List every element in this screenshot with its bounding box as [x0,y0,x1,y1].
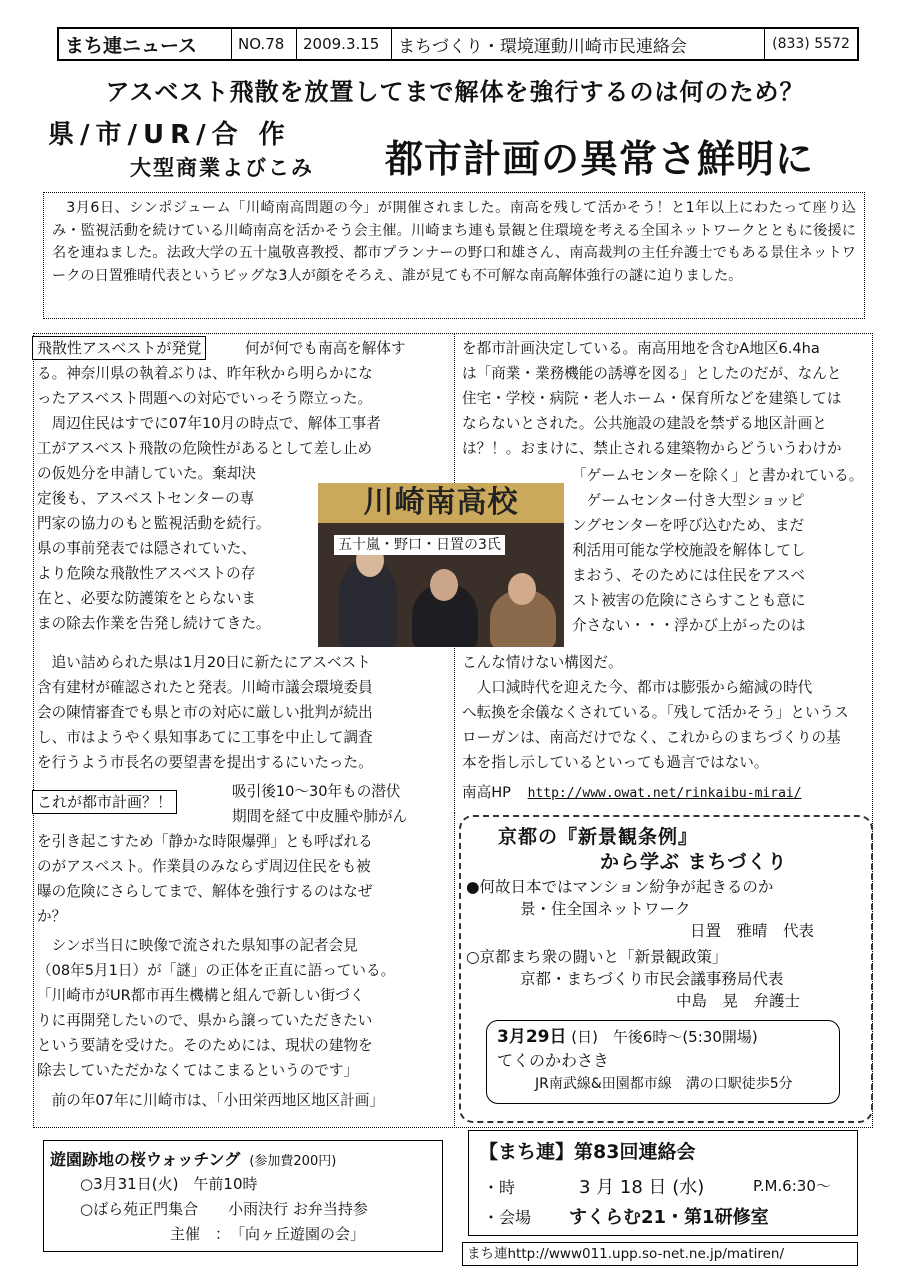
event-date: 3月29日 [497,1027,567,1047]
left-line: （08年5月1日）が「謎」の正体を正直に語っている。 [37,962,396,979]
footer-url[interactable]: まち連http://www011.upp.so-net.ne.jp/matiren/ [462,1242,858,1266]
right-line: へ転換を余儀なくされている。「残して活かそう」というス [462,704,849,721]
watching-title: 遊園跡地の桜ウォッチング [50,1150,241,1169]
kyoto-title: 京都の『新景観条例』 [498,826,699,848]
left-line: か？ [37,908,67,925]
speaker-center-head [430,569,458,601]
right-line: 住宅・学校・病院・老人ホーム・保育所などを建築しては [462,390,842,407]
left-line: 前の年07年に川崎市は、「小田栄西地区地区計画」 [37,1092,384,1109]
event-details [486,1020,840,1104]
talk-2-speaker: 中島 晃 弁護士 [676,992,801,1010]
left-line: 会の陳情審査でも県と市の対応に厳しい批判が続出 [37,704,373,721]
left-line: という要請を受けた。そのためには、現状の建物を [37,1037,373,1054]
talk-1-org: 景・住全国ネットワーク [520,900,691,918]
left-line: シンポ当日に映像で流された県知事の記者会見 [37,937,358,954]
right-line: 人口減時代を迎えた今、都市は膨張から縮減の時代 [462,679,813,696]
event-access: JR南武線&田園都市線 溝の口駅徒歩5分 [535,1076,793,1092]
talk-1-title: ●何故日本ではマンション紛争が起きるのか [466,878,774,896]
right-line: は？！。おまけに、禁止される建築物からどういうわけか [462,440,842,457]
left-line: 定後も、アスベストセンターの専 [37,490,255,507]
left-line: 何が何でも南高を解体す [245,340,406,357]
speaker-right-head [508,573,536,605]
right-line: ングセンターを呼び込むため、まだ [572,517,805,534]
talk-1-speaker: 日置 雅晴 代表 [690,922,815,940]
right-line: ならないとされた。公共施設の建設を禁ずる地区計画と [462,415,827,432]
kyoto-subtitle: から学ぶ まちづくり [600,851,788,873]
right-line: 「ゲームセンターを除く」と書かれている。 [572,467,864,484]
issue-date: 2009.3.15 [297,29,392,59]
left-line: のがアスベスト。作業員のみならず周辺住民をも被 [37,858,371,875]
section-label-asbestos: 飛散性アスベストが発覚 [32,336,206,360]
main-title: 都市計画の異常さ鮮明に [385,137,815,181]
symposium-photo [318,483,564,647]
lead-paragraph: 3月6日、シンポジューム「川崎南高問題の今」が開催されました。南高を残して活かそう！と1年以上にわたって座り込み・監視活動を続けている川崎南高を活かそう会主催。川崎まち連も景観と住環境を考える全国ネットワークとともに後援に名を連ねました。法政大学の五十嵐敬喜教授、都市プランナーの野口和雄さん、南高裁判の主任弁護士でもある景住ネットワークの日置雅晴代表というビッグな3人が顔をそろえ、誰が見ても不可解な南高解体強行の謎に迫りました。 [43,192,865,319]
event-day: (日) [571,1028,598,1046]
meeting-venue-label: ・会場 [483,1208,532,1227]
meeting-date: 3 月 18 日 (水) [579,1177,705,1198]
left-line: 門家の協力のもと監視活動を続行。 [37,515,271,532]
left-line: りに再開発したいので、県から譲っていただきたい [37,1012,373,1029]
liaison-meeting-box [468,1130,858,1236]
watching-fee: (参加費200円) [249,1154,337,1169]
left-line: 工がアスベスト飛散の危険性があるとして差し止め [37,440,373,457]
left-line: 追い詰められた県は1月20日に新たにアスベスト [37,654,371,671]
right-line: 本を指し示しているといっても過言ではない。 [462,754,769,771]
left-line: 曝の危険にさらしてまで、解体を強行するのはなぜ [37,883,373,900]
right-line: スト被害の危険にさらすことも意に [572,592,806,609]
right-line: は「商業・業務機能の誘導を図る」としたのだが、なんと [462,365,842,382]
event-time: 午後6時～(5:30開場) [612,1028,758,1046]
organization-name: まちづくり・環境運動川崎市民連絡会 [392,29,765,59]
cherry-watching-box [43,1140,443,1252]
title-left-sub: 大型商業よびこみ [130,156,314,180]
left-line: 在と、必要な防護策をとらないま [37,590,256,607]
watching-meeting-point: ○ばら苑正門集合 小雨決行 お弁当持参 [80,1200,368,1218]
newsletter-name: まち連ニュース [59,29,232,59]
homepage-label: 南高HP [462,784,511,801]
left-line: し、市はようやく県知事あてに工事を中止して調査 [37,729,373,746]
section-label-city-planning: これが都市計画？！ [32,790,177,814]
watching-host: 主催 ： 「向ヶ丘遊園の会」 [170,1225,366,1243]
photo-banner: 川崎南高校 [318,483,564,523]
meeting-time-label: ・時 [483,1178,516,1197]
masthead [57,27,859,61]
headline: アスベスト飛散を放置してまで解体を強行するのは何のため？ [105,78,805,106]
watching-date: ○3月31日(火) 午前10時 [80,1175,258,1193]
left-line: の仮処分を申請していた。棄却決 [37,465,256,482]
left-line: 除去していただかなくてはこまるというのです」 [37,1062,359,1079]
left-line: る。神奈川県の執着ぶりは、昨年秋から明らかにな [37,365,373,382]
left-line: ったアスベスト問題への対応でいっそう際立った。 [37,390,373,407]
event-venue: てくのかわさき [497,1051,610,1070]
left-line: 県の事前発表では隠されていた、 [37,540,256,557]
title-left: 県/市/UR/合 作 [48,120,291,150]
right-line: を都市計画決定している。南高用地を含むA地区6.4ha [462,340,820,357]
left-line: 含有建材が確認されたと発表。川崎市議会環境委員 [37,679,373,696]
talk-2-org: 京都・まちづくり市民会議事務局代表 [520,970,784,988]
right-line: 介さない・・・浮かび上がったのは [572,617,806,634]
school-homepage [462,780,867,806]
left-line: 期間を経て中皮腫や肺がん [232,808,408,825]
left-line: より危険な飛散性アスベストの存 [37,565,256,582]
meeting-time: P.M.6:30～ [753,1177,831,1195]
left-line: 「川崎市がUR都市再生機構と組んで新しい街づく [37,987,365,1004]
right-line: 利活用可能な学校施設を解体してし [572,542,806,559]
right-line: ゲームセンター付き大型ショッピ [572,492,805,509]
phone-number: (833) 5572 [772,36,850,52]
talk-2-title: ○京都まち衆の闘いと「新景観政策」 [466,948,728,966]
left-line: まの除去作業を告発し続けてきた。 [37,615,271,632]
homepage-link[interactable]: http://www.owat.net/rinkaibu-mirai/ [527,786,802,801]
meeting-venue: すくらむ21・第1研修室 [569,1207,769,1228]
right-line: まおう、そのためには住民をアスベ [572,567,805,584]
photo-caption: 五十嵐・野口・日置の3氏 [334,535,505,555]
left-line: を行うよう市長名の要望書を提出するにいたった。 [37,754,373,771]
left-line: 周辺住民はすでに07年10月の時点で、解体工事者 [37,415,381,432]
meeting-title: 【まち連】第83回連絡会 [479,1141,696,1163]
right-line: ローガンは、南高だけでなく、これからのまちづくりの基 [462,729,841,746]
right-line: こんな情けない構図だ。 [462,654,623,671]
column-divider-lower [454,813,455,1128]
left-line: を引き起こすため「静かな時限爆弾」とも呼ばれる [37,833,373,850]
issue-number: NO.78 [232,29,297,59]
left-line: 吸引後10～30年もの潜伏 [232,783,401,800]
